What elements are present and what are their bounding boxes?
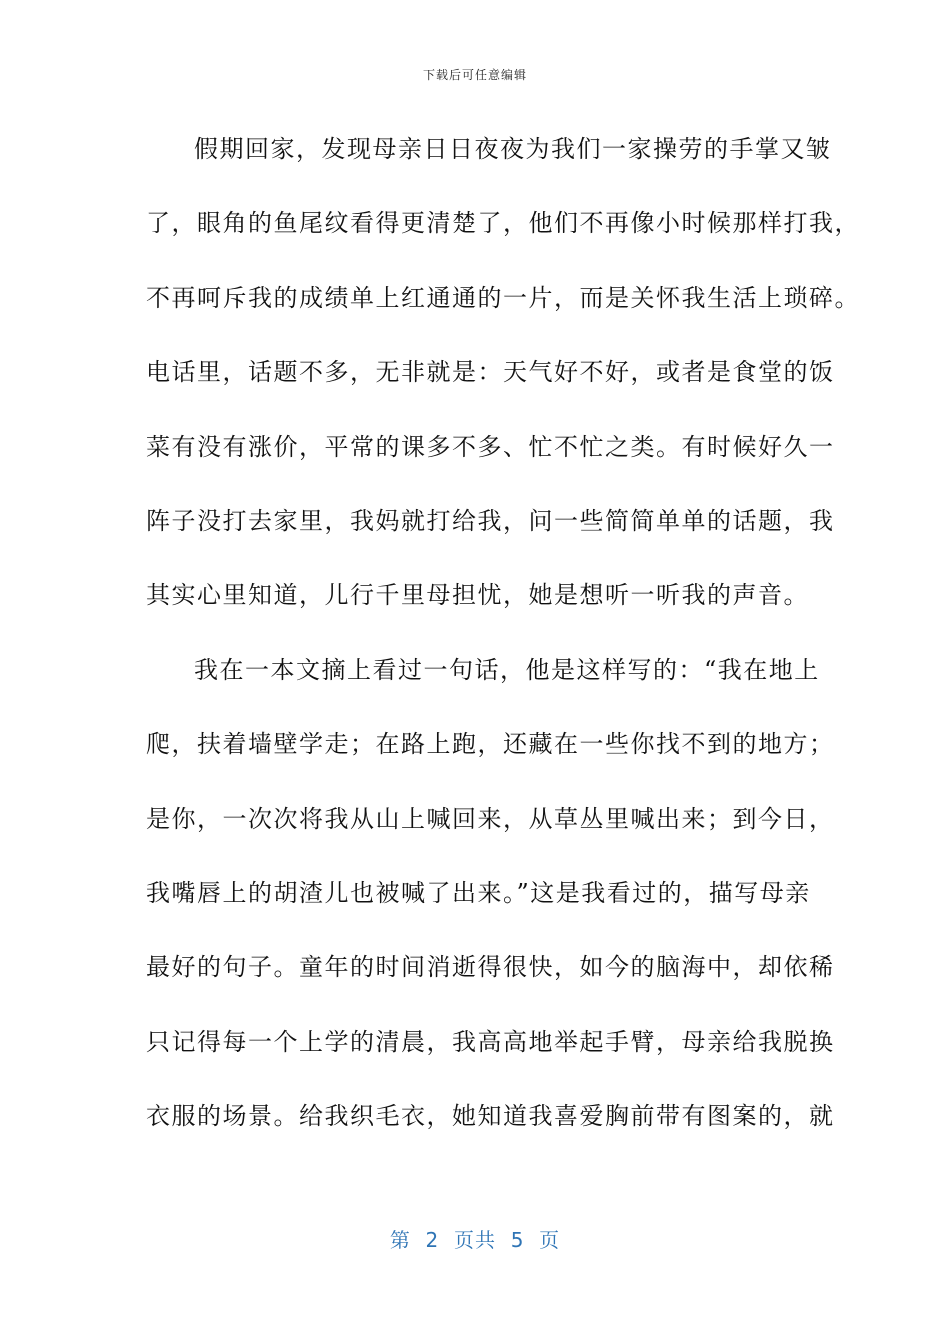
paragraph-line: 我嘴唇上的胡渣儿也被喊了出来。”这是我看过的，描写母亲 [146, 878, 811, 907]
document-body [146, 112, 860, 1153]
paragraph-line: 是你，一次次将我从山上喊回来，从草丛里喊出来；到今日， [146, 804, 835, 833]
paragraph-line: 电话里，话题不多，无非就是：天气好不好，或者是食堂的饭 [146, 358, 835, 387]
paragraph-line: 爬，扶着墙壁学走；在路上跑，还藏在一些你找不到的地方； [146, 730, 835, 759]
paragraph-line: 我在一本文摘上看过一句话，他是这样写的：“我在地上 [194, 655, 820, 684]
paragraph-line: 菜有没有涨价，平常的课多不多、忙不忙之类。有时候好久一 [146, 432, 835, 461]
paragraph-line: 假期回家，发现母亲日日夜夜为我们一家操劳的手掌又皱 [194, 135, 832, 163]
paragraph-line: 其实心里知道，儿行千里母担忧，她是想听一听我的声音。 [146, 581, 809, 610]
paragraph-line: 不再呵斥我的成绩单上红通通的一片，而是关怀我生活上琐碎。 [146, 283, 860, 312]
page-number-footer: 第 2 页共 5 页 [389, 1228, 561, 1252]
paragraph-line: 阵子没打去家里，我妈就打给我，问一些简简单单的话题，我 [146, 506, 835, 535]
paragraph-line: 了，眼角的鱼尾纹看得更清楚了，他们不再像小时候那样打我， [146, 209, 860, 238]
header-note: 下载后可任意编辑 [422, 68, 527, 82]
paragraph-line: 衣服的场景。给我织毛衣，她知道我喜爱胸前带有图案的，就 [146, 1102, 835, 1131]
paragraph-line: 最好的句子。童年的时间消逝得很快，如今的脑海中，却依稀 [146, 953, 835, 982]
paragraph-line: 只记得每一个上学的清晨，我高高地举起手臂，母亲给我脱换 [146, 1027, 835, 1056]
